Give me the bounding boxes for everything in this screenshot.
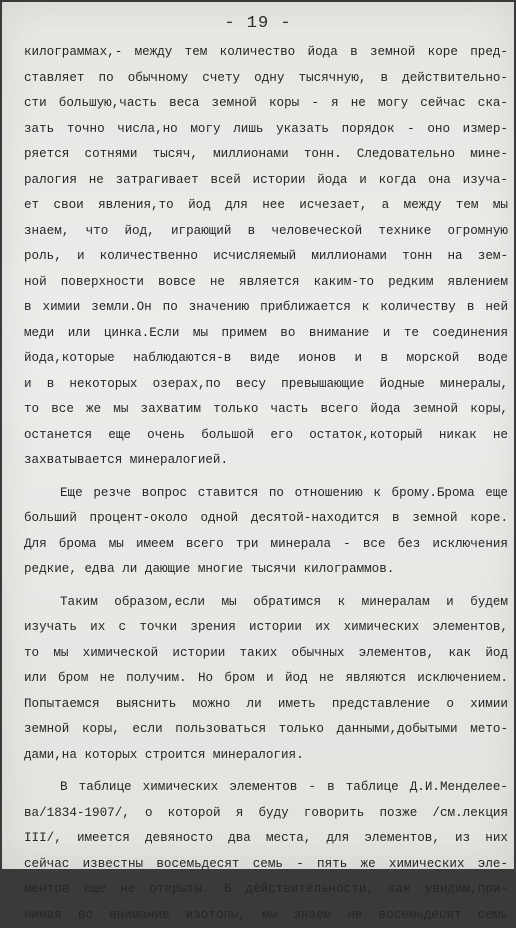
text-line: сейчас известны восемьдесят семь - пять же химических эле- (24, 852, 508, 878)
text-line: то все же мы захватим только часть всего йода земной коры, (24, 397, 508, 423)
text-line: килограммах,- между тем количество йода в земной коре пред- (24, 40, 508, 66)
text-line: ва/1834-1907/, о которой я буду говорить позже /см.лекция (24, 801, 508, 827)
text-line: ет свои явления,то йод для нее исчезает, а между тем мы (24, 193, 508, 219)
text-line: останется еще очень большой его остаток,который никак не (24, 423, 508, 449)
text-line: ментов еще не открыты. В действительности, как увидим,при- (24, 877, 508, 903)
text-line: редкие, едва ли дающие многие тысячи килограммов. (24, 557, 508, 583)
text-line: ряется сотнями тысяч, миллионами тонн. Следовательно мине- (24, 142, 508, 168)
paragraph (24, 775, 508, 928)
text-line: изучать их с точки зрения истории их химических элементов, (24, 615, 508, 641)
text-line: ставляет по обычному счету одну тысячную, в действительно- (24, 66, 508, 92)
typewritten-page (2, 2, 514, 869)
text-line: В таблице химических элементов - в таблице Д.И.Менделее- (24, 775, 508, 801)
text-line: роль, и количественно исчисляемый миллионами тонн на зем- (24, 244, 508, 270)
text-line: захватывается минералогией. (24, 448, 508, 474)
paragraph (24, 40, 508, 474)
text-line: и в некоторых озерах,по весу превышающие йодные минералы, (24, 372, 508, 398)
text-line: меди или цинка.Если мы примем во внимание и те соединения (24, 321, 508, 347)
text-line: дами,на которых строится минералогия. (24, 743, 508, 769)
paragraph (24, 481, 508, 583)
text-line: или бром не получим. Но бром и йод не являются исключением. (24, 666, 508, 692)
paragraph-gap (24, 583, 508, 590)
text-line: Для брома мы имеем всего три минерала - все без исключения (24, 532, 508, 558)
page-number: - 19 - (2, 14, 514, 33)
text-line: III/, имеется девяносто два места, для элементов, из них (24, 826, 508, 852)
text-line: земной коры, если пользоваться только данными,добытыми мето- (24, 717, 508, 743)
text-line: Попытаемся выяснить можно ли иметь представление о химии (24, 692, 508, 718)
text-line: Еще резче вопрос ставится по отношению к брому.Брома еще (24, 481, 508, 507)
text-line: нимая во внимание изотопы, мы знаем не восемьдесят семь (24, 903, 508, 928)
text-line: больший процент-около одной десятой-находится в земной коре. (24, 506, 508, 532)
paragraph-gap (24, 768, 508, 775)
text-line: ралогия не затрагивает всей истории йода и когда она изуча- (24, 168, 508, 194)
text-line: в химии земли.Он по значению приближается к количеству в ней (24, 295, 508, 321)
paragraph-gap (24, 474, 508, 481)
text-line: знаем, что йод, играющий в человеческой технике огромную (24, 219, 508, 245)
text-line: сти большую,часть веса земной коры - я не могу сейчас ска- (24, 91, 508, 117)
text-line: то мы химической истории таких обычных элементов, как йод (24, 641, 508, 667)
text-line: зать точно числа,но могу лишь указать порядок - оно измер- (24, 117, 508, 143)
text-line: ной поверхности вовсе не является каким-то редким явлением (24, 270, 508, 296)
page-body (24, 40, 508, 928)
text-line: Таким образом,если мы обратимся к минералам и будем (24, 590, 508, 616)
paragraph (24, 590, 508, 769)
text-line: йода,которые наблюдаются-в виде ионов и в морской воде (24, 346, 508, 372)
